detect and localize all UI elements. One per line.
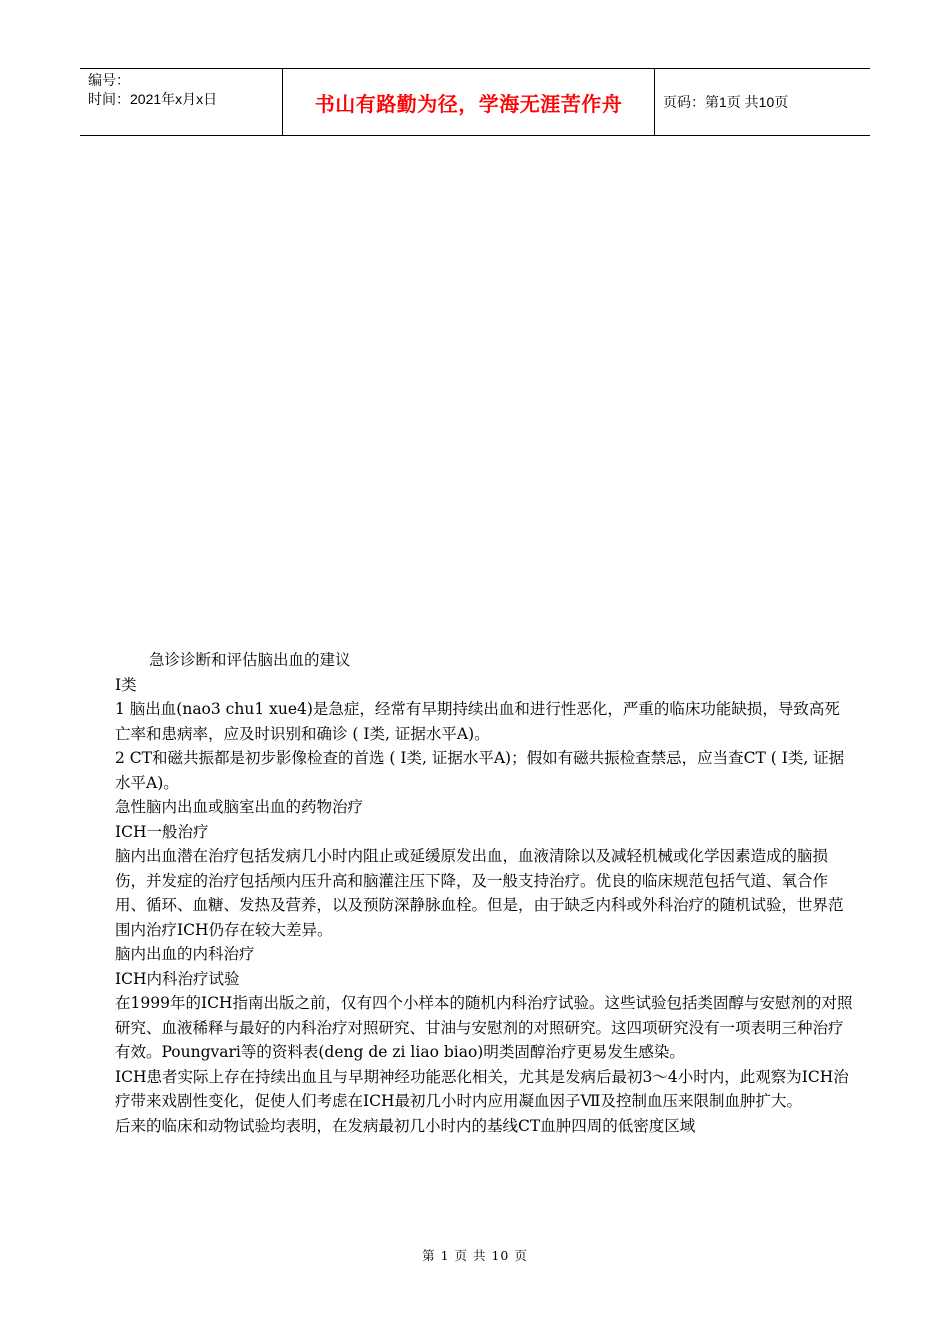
paragraph: ICH内科治疗试验 bbox=[115, 969, 240, 988]
paragraph: 1 脑出血(nao3 chu1 xue4)是急症，经常有早期持续出血和进行性恶化，严重的临床功能缺损，导致高死亡率和患病率，应及时识别和确诊 ( I类, 证据水平A)。 bbox=[115, 700, 840, 743]
section-title: 急诊诊断和评估脑出血的建议 bbox=[149, 651, 351, 669]
paragraph: 脑内出血潜在治疗包括发病几小时内阻止或延缓原发出血，血液清除以及减轻机械或化学因素造成的脑损伤，并发症的治疗包括颅内压升高和脑灌注压下降，及一般支持治疗。优良的临床规范包括气道、氧合作用、循环、血糖、发热及营养，以及预防深静脉血栓。但是，由于缺乏内科或外科治疗的随机试验，世界范围内治疗ICH仍存在较大差异。 bbox=[115, 847, 844, 939]
paragraph: 后来的临床和动物试验均表明，在发病最初几小时内的基线CT血肿四周的低密度区域 bbox=[115, 1116, 696, 1135]
paragraph: 2 CT和磁共振都是初步影像检查的首选 ( I类, 证据水平A)；假如有磁共振检查禁忌，应当查CT ( I类, 证据水平A)。 bbox=[115, 749, 845, 792]
motto-text: 书山有路勤为径，学海无涯苦作舟 bbox=[314, 91, 623, 116]
paragraph: I类 bbox=[115, 675, 137, 694]
header-table bbox=[80, 68, 870, 136]
page-code: 页码：第1页 共10页 bbox=[663, 94, 789, 110]
page-footer bbox=[0, 1246, 950, 1264]
paragraph: 脑内出血的内科治疗 bbox=[115, 945, 255, 963]
paragraph: 急性脑内出血或脑室出血的药物治疗 bbox=[115, 798, 364, 816]
footer-page-number: 第 1 页 共 10 页 bbox=[422, 1248, 528, 1263]
time-label: 时间：2021年x月x日 bbox=[88, 91, 218, 107]
paragraph: 在1999年的ICH指南出版之前，仅有四个小样本的随机内科治疗试验。这些试验包括类固醇与安慰剂的对照研究、血液稀释与最好的内科治疗对照研究、甘油与安慰剂的对照研究。这四项研究没有一项表明三种治疗有效。Poungvari等的资料表(deng de zi liao biao)明类固醇治疗更易发生感染。 bbox=[115, 994, 853, 1061]
document-body bbox=[115, 648, 855, 1138]
page-code-cell bbox=[655, 69, 870, 135]
header-info-cell bbox=[80, 69, 283, 135]
number-label: 编号： bbox=[88, 72, 130, 88]
paragraph: ICH一般治疗 bbox=[115, 822, 209, 841]
motto-cell bbox=[283, 69, 655, 135]
paragraph: ICH患者实际上存在持续出血且与早期神经功能恶化相关，尤其是发病后最初3～4小时内，此观察为ICH治疗带来戏剧性变化，促使人们考虑在ICH最初几小时内应用凝血因子Ⅶ及控制血压来限制血肿扩大。 bbox=[115, 1067, 849, 1110]
